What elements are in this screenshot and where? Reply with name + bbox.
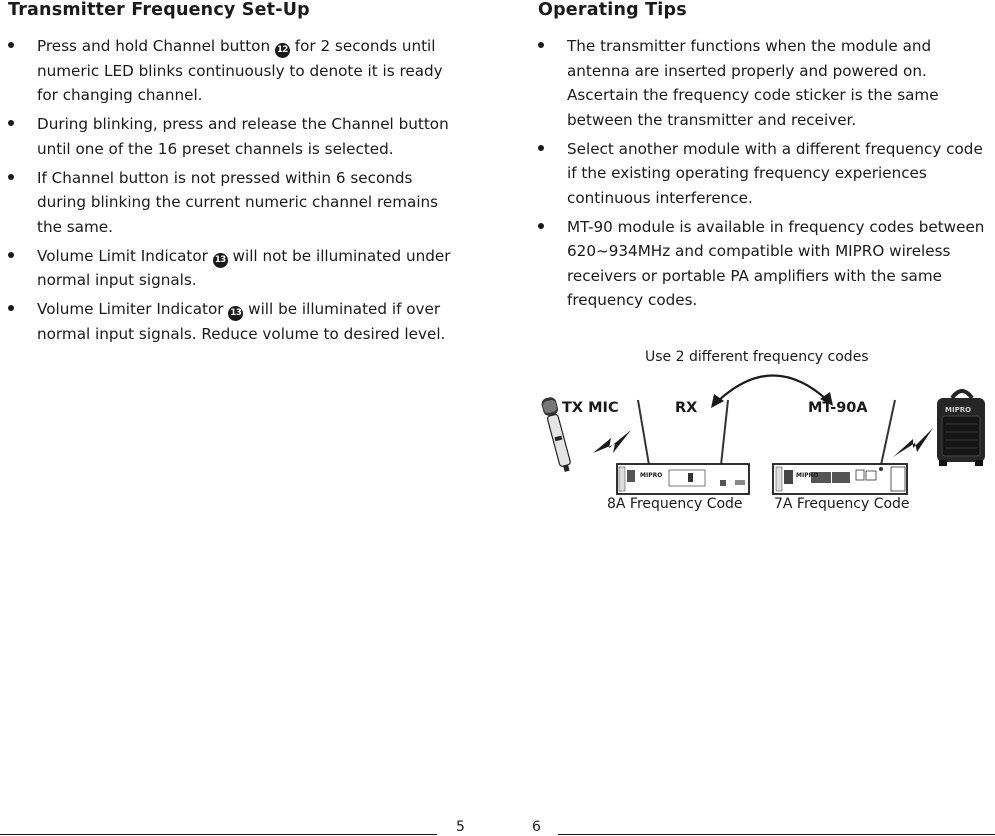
bullet-icon — [538, 42, 544, 48]
frequency-diagram — [525, 340, 995, 525]
left-title: Transmitter Frequency Set-Up — [8, 0, 310, 20]
item-text: for 2 seconds until numeric LED blinks continuously to denote it is ready for changing channel. — [37, 37, 443, 104]
code-right-label: 7A Frequency Code — [774, 496, 910, 512]
item-text: Press and hold Channel button — [37, 37, 275, 55]
tx-mic-label: TX MIC — [562, 400, 619, 416]
list-item — [8, 166, 458, 240]
page-number-right: 6 — [532, 819, 541, 835]
module-logo: MIPRO — [796, 472, 819, 479]
list-item — [8, 112, 458, 161]
bullet-icon — [8, 174, 14, 180]
item-text: Volume Limiter Indicator — [37, 300, 229, 318]
item-text: Select another module with a different frequency code if the existing operating frequency experiences continuous interference. — [567, 139, 983, 207]
speaker-icon — [937, 391, 985, 466]
rx-label: RX — [675, 400, 698, 416]
callout-number-icon: 13 — [228, 306, 243, 321]
callout-number-icon: 13 — [213, 253, 228, 268]
footer-rule-left — [0, 834, 437, 835]
diagram-caption: Use 2 different frequency codes — [645, 349, 869, 365]
mt90a-label: MT-90A — [808, 400, 868, 416]
footer-rule-right — [558, 834, 995, 835]
page-number-left: 5 — [456, 819, 465, 835]
bullet-icon — [538, 223, 544, 229]
list-item — [538, 215, 988, 313]
left-column — [8, 0, 458, 351]
item-text: During blinking, press and release the Channel button until one of the 16 preset channels is selected. — [37, 115, 449, 158]
left-list — [8, 34, 458, 346]
right-column — [538, 0, 988, 317]
list-item — [8, 34, 458, 108]
bullet-icon — [8, 42, 14, 48]
bullet-icon — [538, 145, 544, 151]
list-item — [8, 297, 458, 346]
signal-bolt-icon — [593, 430, 631, 453]
item-text: Volume Limit Indicator — [37, 246, 213, 265]
signal-bolt-icon — [893, 428, 933, 457]
item-text: The transmitter functions when the module and antenna are inserted properly and powered on. Ascertain the frequency code sticker is the same between the transmitter and receiver. — [567, 37, 939, 129]
list-item — [538, 34, 988, 132]
list-item — [538, 137, 988, 211]
speaker-logo: MIPRO — [945, 406, 972, 414]
callout-number-icon: 12 — [275, 43, 290, 58]
item-text: If Channel button is not pressed within 6 seconds during blinking the current numeric channel remains the same. — [37, 168, 439, 236]
item-text: MT-90 module is available in frequency codes between 620~934MHz and compatible with MIPRO wireless receivers or portable PA amplifiers with the same frequency codes. — [567, 217, 985, 309]
bullet-icon — [8, 252, 14, 258]
diagram-graphics — [525, 340, 995, 525]
bullet-icon — [8, 120, 14, 126]
code-left-label: 8A Frequency Code — [607, 496, 743, 512]
item-text: will not be illuminated under normal input signals. — [37, 246, 451, 289]
list-item — [8, 244, 458, 293]
bullet-icon — [8, 305, 14, 311]
right-list — [538, 34, 988, 313]
right-title: Operating Tips — [538, 0, 687, 20]
item-text: will be illuminated if over normal input signals. Reduce volume to desired level. — [37, 300, 446, 343]
receiver-logo: MIPRO — [640, 472, 663, 479]
